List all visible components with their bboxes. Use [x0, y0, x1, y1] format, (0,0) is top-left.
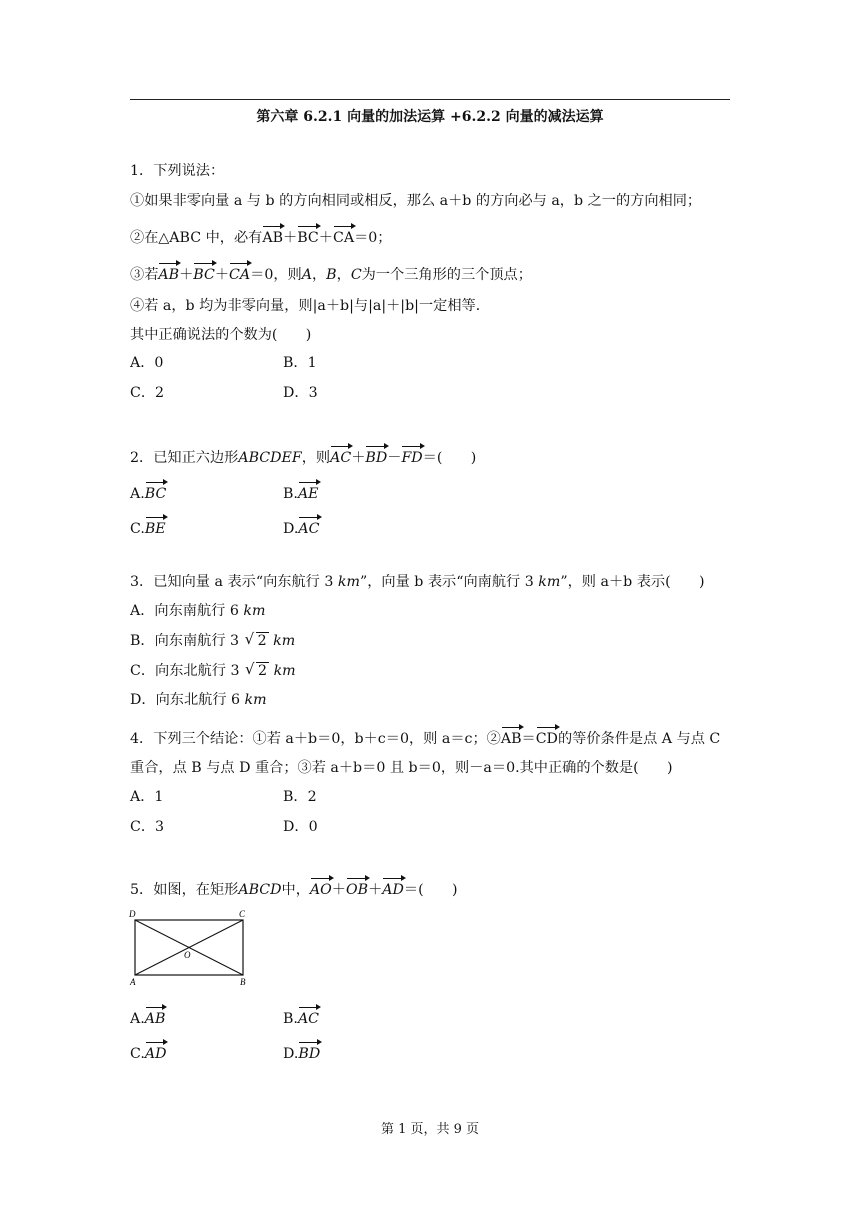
- q1-statement-1: ①如果非零向量 a 与 b 的方向相同或相反，那么 a＋b 的方向必与 a，b 之一的方向相同；: [130, 193, 702, 209]
- q2-stem: 2．已知正六边形ABCDEF，则AC＋BD－FD＝( ): [130, 446, 476, 468]
- vector-ab: AB: [262, 226, 283, 248]
- q4-option-d: D．0: [283, 819, 318, 835]
- vector-fd: FD: [401, 446, 422, 468]
- q4-option-c: C．3: [130, 819, 165, 835]
- q1-stem: 1．下列说法：: [130, 163, 225, 179]
- q1-statement-4: ④若 a，b 均为非零向量，则|a＋b|与|a|＋|b|一定相等．: [130, 298, 490, 314]
- label-c: C: [239, 909, 246, 919]
- page-footer: 第 1 页，共 9 页: [380, 1122, 480, 1137]
- label-o: O: [184, 950, 191, 960]
- q1-option-d: D．3: [283, 385, 318, 401]
- vector-ab: AB: [158, 263, 179, 285]
- page-title: 第六章 6.2.1 向量的加法运算 +6.2.2 向量的减法运算: [256, 109, 604, 125]
- q5-stem: 5．如图，在矩形ABCD中，AO＋OB＋AD＝( ): [130, 878, 458, 900]
- q2-option-c: C.BE: [130, 517, 166, 539]
- q4-stem-line-1: 4．下列三个结论：①若 a＋b＝0，b＋c＝0，则 a＝c；②AB＝CD的等价条件是点 A 与点 C: [130, 727, 720, 749]
- vector-bd: BD: [365, 446, 387, 468]
- vector-ob: OB: [346, 878, 368, 900]
- q2-option-d: D.AC: [283, 517, 320, 539]
- label-a: A: [130, 977, 136, 987]
- label-d: D: [129, 909, 136, 919]
- q2-option-b: B.AE: [283, 482, 319, 504]
- q4-option-a: A．1: [130, 789, 164, 805]
- q5-option-a: A.AB: [130, 1007, 165, 1029]
- q3-option-c: C．向东北航行 3 √ 2 km: [130, 661, 296, 681]
- q1-option-c: C．2: [130, 385, 165, 401]
- q3-stem: 3．已知向量 a 表示“向东航行 3 km”，向量 b 表示“向南航行 3 km”，则 a＋b 表示( ): [130, 574, 705, 590]
- q1-statement-2: ②在△ABC 中，必有AB＋BC＋CA＝0；: [130, 226, 391, 248]
- q1-option-b: B．1: [283, 355, 317, 371]
- vector-ao: AO: [310, 878, 332, 900]
- vector-bc: BC: [193, 263, 215, 285]
- vector-bc: BC: [297, 226, 319, 248]
- vector-ca: CA: [333, 226, 354, 248]
- q5-option-d: D.BD: [283, 1042, 320, 1064]
- q4-stem-line-2: 重合，点 B 与点 D 重合；③若 a＋b＝0 且 b＝0，则－a＝0.其中正确的个数是( ): [130, 760, 673, 776]
- q3-option-b: B．向东南航行 3 √ 2 km: [130, 631, 295, 651]
- header-rule: [130, 99, 730, 100]
- q3-option-a: A．向东南航行 6 km: [130, 603, 266, 619]
- q2-option-a: A.BC: [130, 482, 166, 504]
- vector-cd: CD: [536, 727, 558, 749]
- vector-ad: AD: [382, 878, 404, 900]
- rectangle-figure: [128, 907, 258, 989]
- q4-option-b: B．2: [283, 789, 317, 805]
- vector-ab: AB: [501, 727, 522, 749]
- q5-option-c: C.AD: [130, 1042, 166, 1064]
- q5-option-b: B.AC: [283, 1007, 319, 1029]
- q1-statement-3: ③若AB＋BC＋CA＝0，则A，B，C为一个三角形的三个顶点；: [130, 263, 532, 285]
- vector-ca: CA: [229, 263, 250, 285]
- q3-option-d: D．向东北航行 6 km: [130, 692, 267, 708]
- q1-option-a: A．0: [130, 355, 164, 371]
- label-b: B: [240, 977, 246, 987]
- vector-ac: AC: [330, 446, 351, 468]
- q1-question: 其中正确说法的个数为( ): [130, 327, 312, 343]
